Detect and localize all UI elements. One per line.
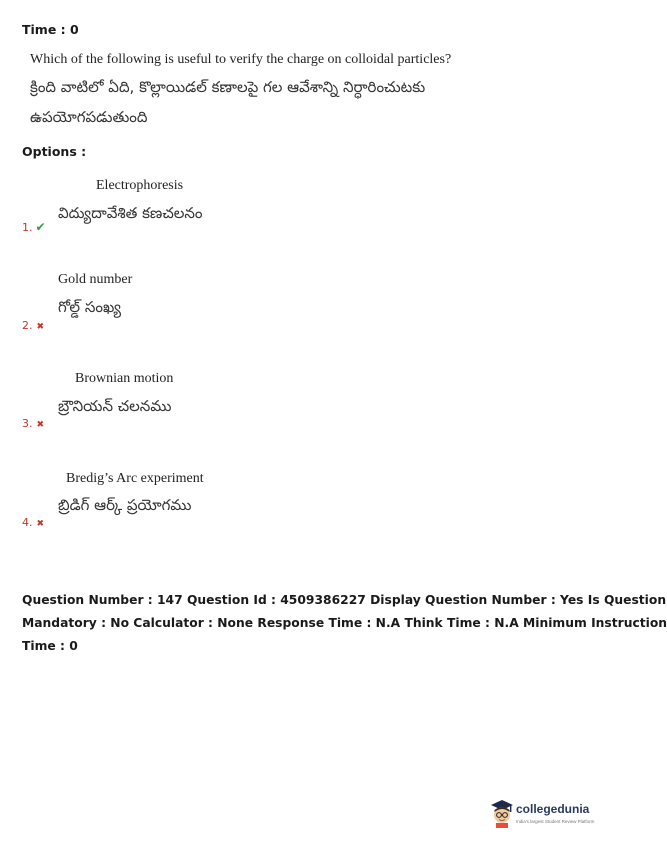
time-header: Time : 0 — [22, 22, 79, 37]
option-1-english: Electrophoresis — [96, 178, 184, 193]
cross-icon: ✖ — [36, 322, 45, 332]
option-2-telugu: గోల్డ్ సంఖ్య — [58, 298, 121, 316]
question-meta-line2: Mandatory : No Calculator : None Response Time : N.A Think Time : N.A Minimum Instruction — [22, 616, 667, 630]
question-english: Which of the following is useful to verify the charge on colloidal particles? — [30, 52, 452, 67]
collegedunia-logo — [490, 798, 595, 832]
option-3-number: 3. — [22, 417, 33, 430]
option-4-english: Bredig’s Arc experiment — [66, 471, 204, 486]
cross-icon: ✖ — [36, 519, 45, 529]
option-1-marker — [22, 216, 46, 235]
logo-tagline: India's largest Student Review Platform — [516, 819, 595, 824]
option-4-marker — [22, 511, 44, 530]
question-telugu-line2: ఉపయోగపడుతుంది — [30, 108, 148, 126]
graduate-mascot-icon — [490, 798, 514, 828]
option-2-marker — [22, 314, 44, 333]
question-telugu-line1: క్రింది వాటిలో ఏది, కొల్లాయిడల్ కణాలపై గల ఆవేశాన్ని నిర్ధారించుటకు — [30, 78, 426, 96]
cross-icon: ✖ — [36, 420, 45, 430]
option-2-english: Gold number — [58, 272, 133, 287]
option-4-telugu: బ్రిడిగ్ ఆర్క్ ప్రయోగము — [58, 496, 192, 514]
question-meta-line1: Question Number : 147 Question Id : 4509386227 Display Question Number : Yes Is Question — [22, 593, 667, 607]
options-label: Options : — [22, 144, 87, 159]
question-meta-line3: Time : 0 — [22, 639, 78, 653]
option-3-english: Brownian motion — [75, 371, 174, 386]
option-2-number: 2. — [22, 319, 33, 332]
option-3-marker — [22, 412, 44, 431]
option-3-telugu: బ్రౌనియన్ చలనము — [58, 397, 172, 415]
option-1-telugu: విద్యుదావేశిత కణచలనం — [58, 204, 203, 222]
check-icon: ✔ — [35, 220, 46, 234]
option-4-number: 4. — [22, 516, 33, 529]
option-1-number: 1. — [22, 221, 33, 234]
logo-name: collegedunia — [516, 802, 590, 816]
